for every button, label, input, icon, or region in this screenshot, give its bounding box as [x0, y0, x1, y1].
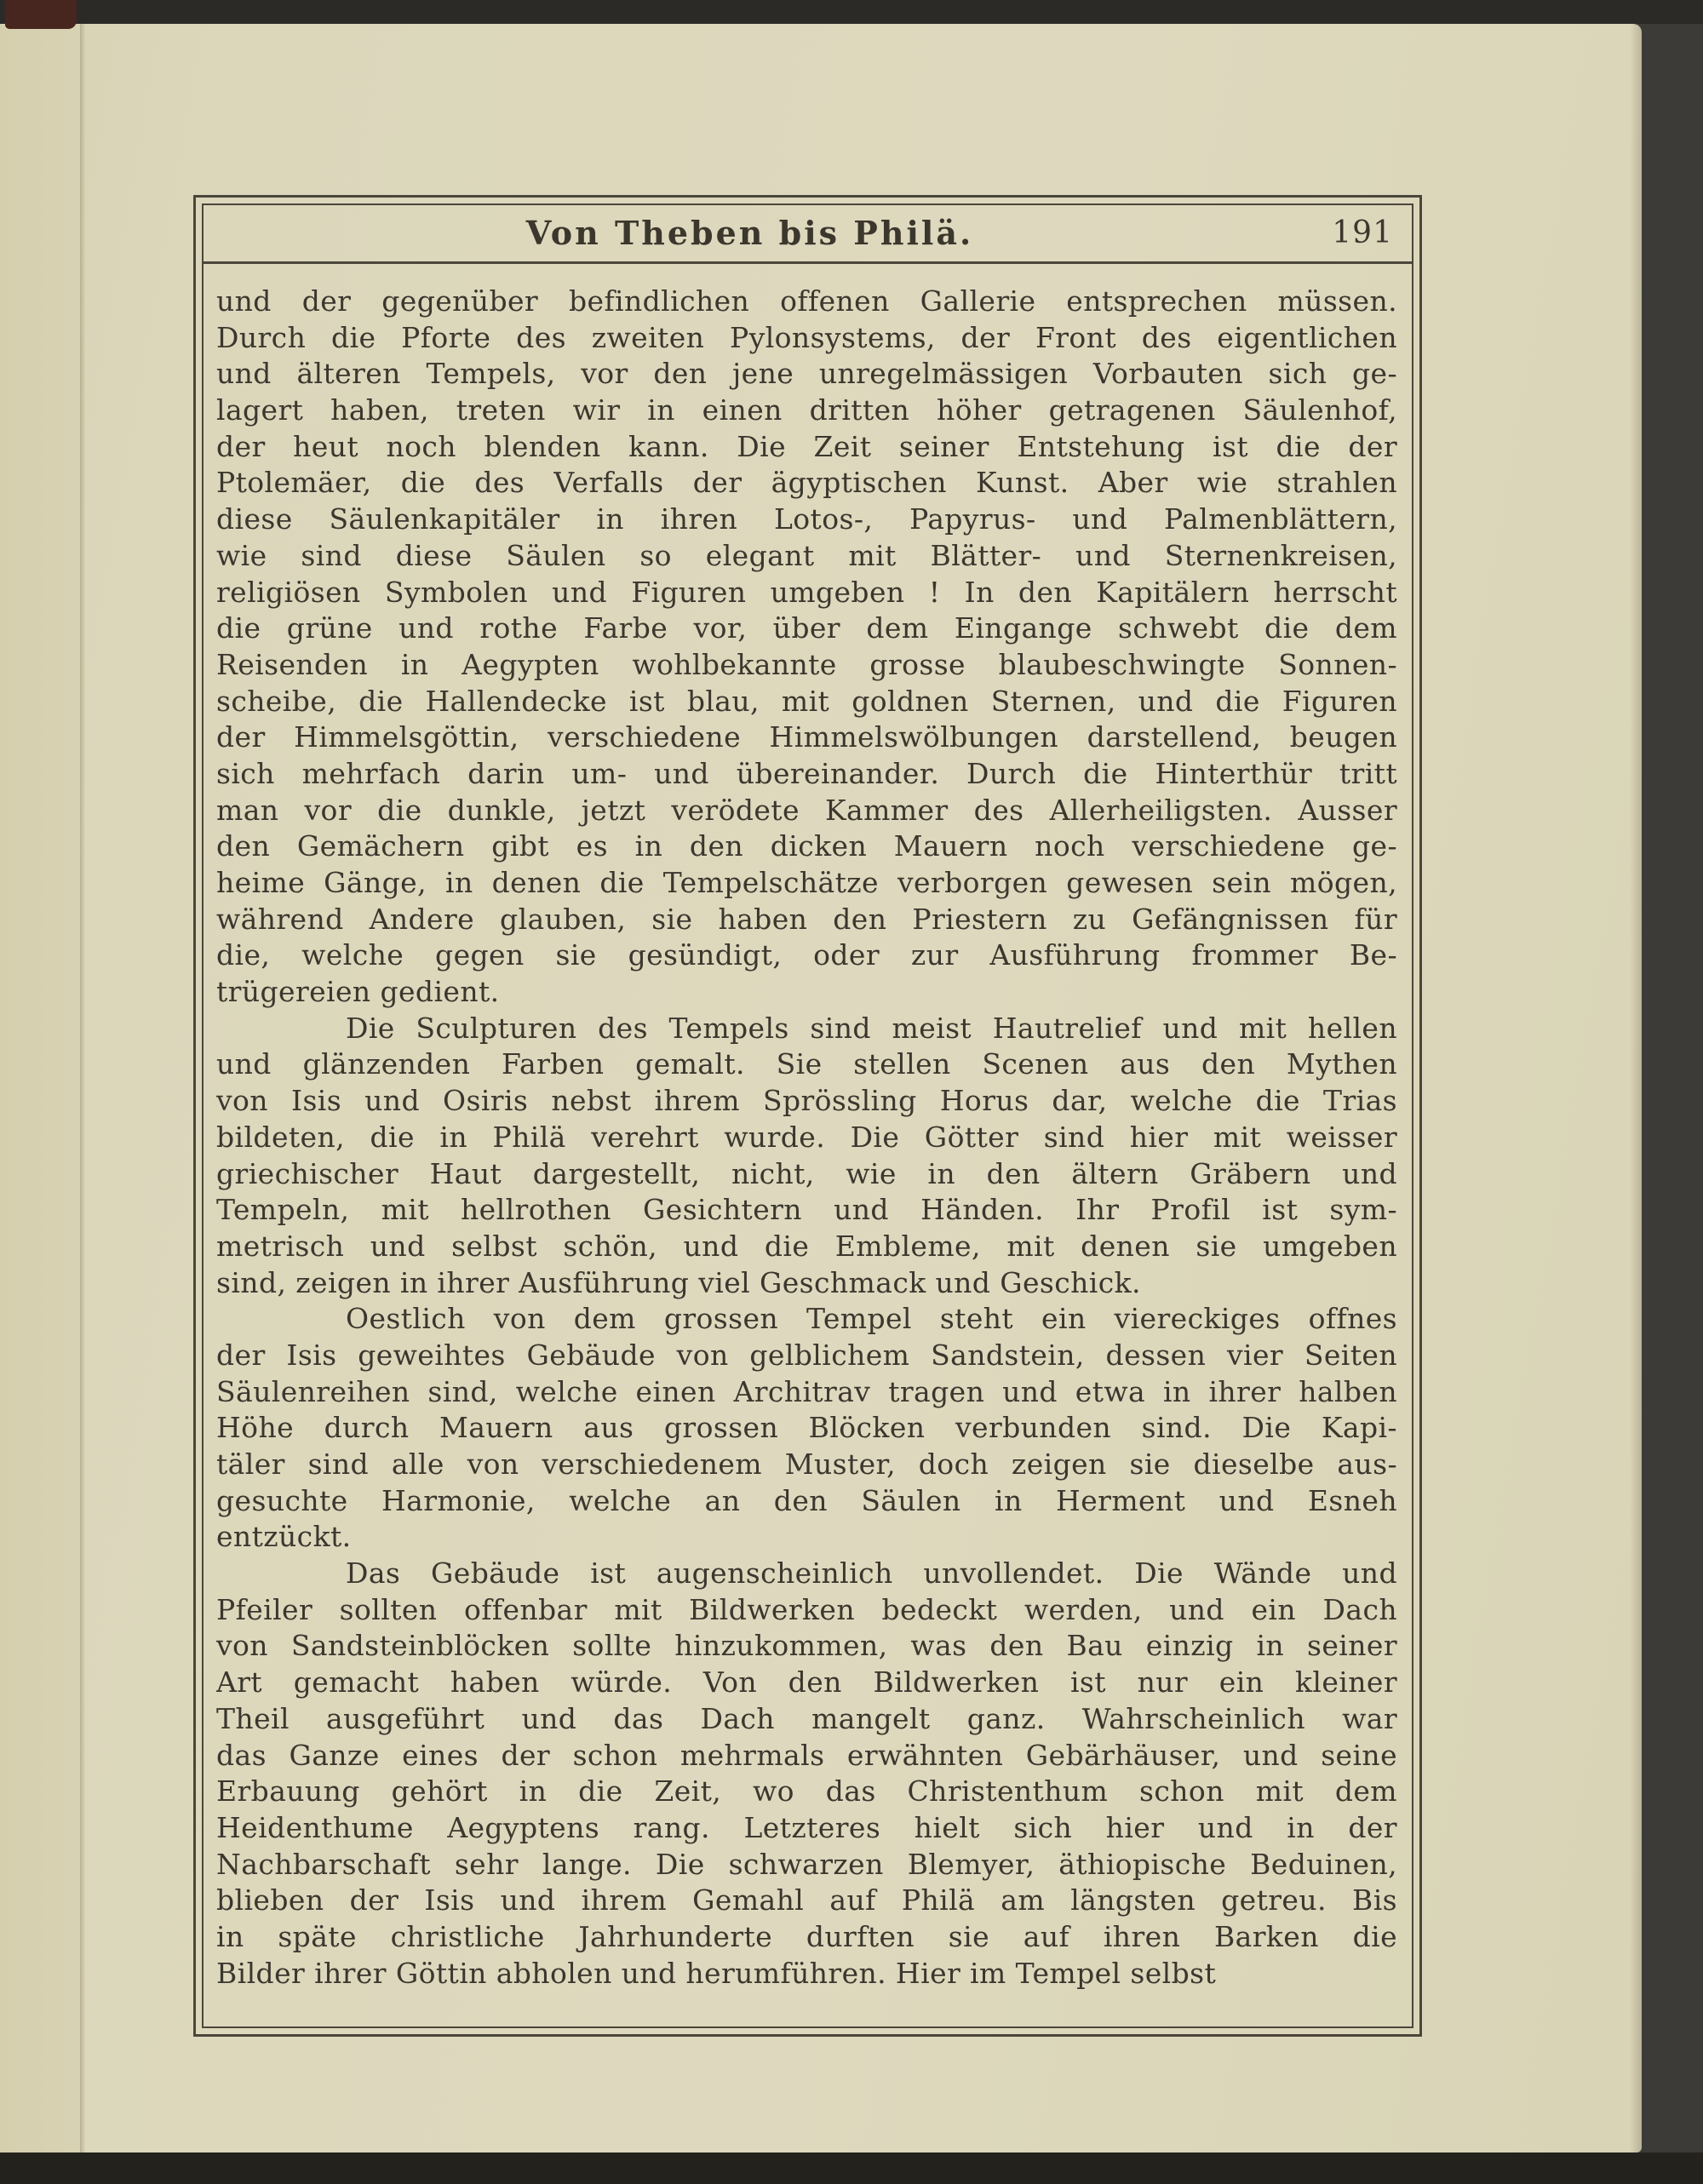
- text-line: Höhe durch Mauern aus grossen Blöcken verbunden sind. Die Kapi-: [216, 1411, 1397, 1445]
- text-line: bildeten, die in Philä verehrt wurde. Die Götter sind hier mit weisser: [216, 1120, 1397, 1154]
- page-gutter: [0, 24, 81, 2152]
- text-line: heime Gänge, in denen die Tempelschätze verborgen gewesen sein mögen,: [216, 866, 1397, 899]
- text-line: und älteren Tempels, vor den jene unregelmässigen Vorbauten sich ge-: [216, 357, 1397, 391]
- text-line: Das Gebäude ist augenscheinlich unvollendet. Die Wände und: [346, 1556, 1397, 1591]
- printed-border-outer: [193, 195, 1422, 2037]
- text-line: und glänzenden Farben gemalt. Sie stellen Scenen aus den Mythen: [216, 1047, 1397, 1081]
- text-line: diese Säulenkapitäler in ihren Lotos-, Papyrus- und Palmenblättern,: [216, 502, 1397, 536]
- text-line: Die Sculpturen des Tempels sind meist Hautrelief und mit hellen: [346, 1011, 1397, 1045]
- text-line: Heidenthume Aegyptens rang. Letzteres hielt sich hier und in der: [216, 1810, 1397, 1844]
- text-line: der Himmelsgöttin, verschiedene Himmelswölbungen darstellend, beugen: [216, 720, 1397, 754]
- text-line: sich mehrfach darin um- und übereinander. Durch die Hinterthür tritt: [216, 756, 1397, 790]
- text-line: Ptolemäer, die des Verfalls der ägyptischen Kunst. Aber wie strahlen: [216, 466, 1397, 500]
- text-line: man vor die dunkle, jetzt verödete Kammer des Allerheiligsten. Ausser: [216, 793, 1397, 827]
- text-line: Säulenreihen sind, welche einen Architrav tragen und etwa in ihrer halben: [216, 1374, 1397, 1408]
- text-line: die, welche gegen sie gesündigt, oder zur Ausführung frommer Be-: [216, 938, 1397, 972]
- text-line: blieben der Isis und ihrem Gemahl auf Philä am längsten getreu. Bis: [216, 1883, 1397, 1917]
- printed-border-inner: [202, 203, 1413, 2028]
- text-line: von Sandsteinblöcken sollte hinzukommen, was den Bau einzig in seiner: [216, 1629, 1397, 1663]
- scan-background-top: [0, 0, 1703, 24]
- text-line: griechischer Haut dargestellt, nicht, wie in den ältern Gräbern und: [216, 1156, 1397, 1190]
- text-line: der Isis geweihtes Gebäude von gelblichem Sandstein, dessen vier Seiten: [216, 1338, 1397, 1372]
- text-line: den Gemächern gibt es in den dicken Mauern noch verschiedene ge-: [216, 829, 1397, 863]
- text-line: Art gemacht haben würde. Von den Bildwerken ist nur ein kleiner: [216, 1665, 1397, 1700]
- text-line: metrisch und selbst schön, und die Embleme, mit denen sie umgeben: [216, 1229, 1397, 1263]
- text-line: von Isis und Osiris nebst ihrem Sprössling Horus dar, welche die Trias: [216, 1084, 1397, 1118]
- text-line: religiösen Symbolen und Figuren umgeben ! In den Kapitälern herrscht: [216, 575, 1397, 609]
- text-line: sind, zeigen in ihrer Ausführung viel Geschmack und Geschick.: [216, 1265, 1141, 1299]
- text-line: Durch die Pforte des zweiten Pylonsystems, der Front des eigentlichen: [216, 320, 1397, 354]
- text-line: das Ganze eines der schon mehrmals erwähnten Gebärhäuser, und seine: [216, 1738, 1397, 1772]
- text-line: Oestlich von dem grossen Tempel steht ein viereckiges offnes: [346, 1302, 1397, 1336]
- text-line: in späte christliche Jahrhunderte durften sie auf ihren Barken die: [216, 1919, 1397, 1953]
- text-line: während Andere glauben, sie haben den Priestern zu Gefängnissen für: [216, 902, 1397, 936]
- text-line: trügereien gedient.: [216, 975, 500, 1009]
- text-line: die grüne und rothe Farbe vor, über dem Eingange schwebt die dem: [216, 611, 1397, 645]
- text-line: Bilder ihrer Göttin abholen und herumführen. Hier im Tempel selbst: [216, 1956, 1217, 1990]
- text-line: scheibe, die Hallendecke ist blau, mit goldnen Sternen, und die Figuren: [216, 684, 1397, 718]
- body-text: [216, 284, 1397, 2026]
- header-rule: [203, 261, 1413, 264]
- text-line: der heut noch blenden kann. Die Zeit seiner Entstehung ist die der: [216, 429, 1397, 463]
- book-page-paper: [0, 24, 1642, 2152]
- text-line: Reisenden in Aegypten wohlbekannte grosse blaubeschwingte Sonnen-: [216, 647, 1397, 681]
- text-line: entzückt.: [216, 1520, 352, 1554]
- text-line: lagert haben, treten wir in einen dritten höher getragenen Säulenhof,: [216, 393, 1397, 427]
- text-line: täler sind alle von verschiedenem Muster, doch zeigen sie dieselbe aus-: [216, 1447, 1397, 1481]
- text-line: wie sind diese Säulen so elegant mit Blätter- und Sternenkreisen,: [216, 538, 1397, 572]
- text-line: Theil ausgeführt und das Dach mangelt ganz. Wahrscheinlich war: [216, 1701, 1397, 1735]
- page-crease-line: [80, 24, 85, 2152]
- page-number: 191: [1332, 215, 1393, 250]
- running-header-title: Von Theben bis Philä.: [525, 214, 974, 252]
- text-line: Pfeiler sollten offenbar mit Bildwerken bedeckt werden, und ein Dach: [216, 1592, 1397, 1626]
- text-line: Erbauung gehört in die Zeit, wo das Christenthum schon mit dem: [216, 1774, 1397, 1809]
- text-line: gesuchte Harmonie, welche an den Säulen in Herment und Esneh: [216, 1483, 1397, 1517]
- text-line: und der gegenüber befindlichen offenen Gallerie entsprechen müssen.: [216, 284, 1397, 318]
- text-line: Tempeln, mit hellrothen Gesichtern und Händen. Ihr Profil ist sym-: [216, 1193, 1397, 1227]
- text-line: Nachbarschaft sehr lange. Die schwarzen Blemyer, äthiopische Beduinen,: [216, 1847, 1397, 1881]
- binding-tape: [5, 0, 77, 29]
- scan-background-bottom: [0, 2152, 1703, 2184]
